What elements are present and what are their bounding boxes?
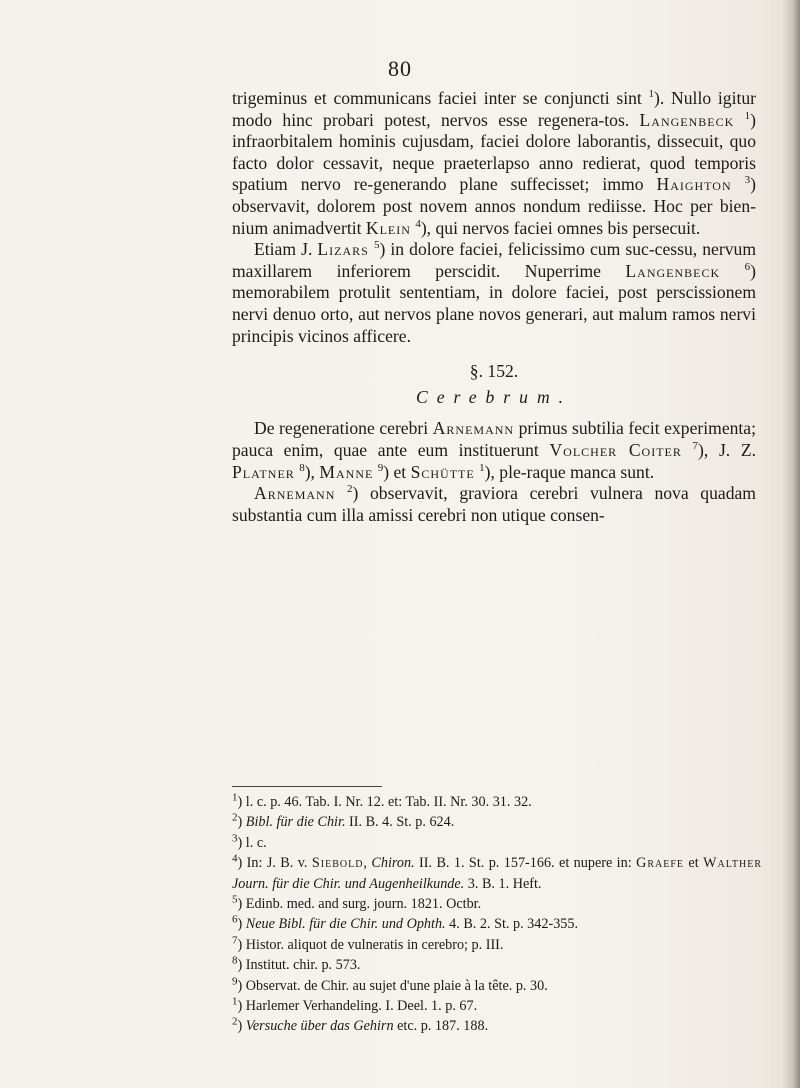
- footnote-ref: 7: [692, 440, 699, 453]
- text-run: ). Nullo igitur modo hinc probari potest, nervos esse regenera-tos.: [232, 88, 756, 130]
- footnote-title: Journ. für die Chir. und Augenheilkunde.: [232, 875, 465, 892]
- footnote-ref: 8: [299, 461, 305, 474]
- text-run: ) in dolore faciei, felicissimo cum suc-cessu, nervum maxillarem inferiorem perscidit. Nuperrime: [232, 239, 757, 281]
- footnote-text: II. B. 1. St. p. 157-166. et nupere in:: [414, 855, 637, 872]
- text-run: ) memorabilem protulit sententiam, in dolore faciei, post perscissionem nervi denuo orto, aut nervos plane novos generari, aut malum ramos nervi principis vicinos afficere.: [232, 260, 756, 346]
- footnote-ref: 5: [373, 239, 380, 252]
- footnote-text: Histor. aliquot de vulneratis in cerebro; p. III.: [245, 936, 504, 953]
- footnote-text: 4. B. 2. St. p. 342-355.: [445, 916, 579, 933]
- footnote-mark: 3: [232, 832, 238, 845]
- footnote: $^1$) l. c. p. 46. Tab. I. Nr. 12. et: Tab. II. Nr. 30. 31. 32.: [232, 791, 532, 810]
- text-run: ) observavit, graviora cerebri vulnera nova quadam substantia cum illa amissi cerebri non utique consen-: [232, 483, 756, 525]
- section-number: §. 152.: [469, 361, 519, 382]
- footnote-text: l. c.: [245, 834, 267, 851]
- footnote: $^9$) Observat. de Chir. au sujet d'une plaie à la tête. p. 30.: [232, 974, 548, 994]
- footnote: $^3$) l. c.: [232, 832, 267, 851]
- footnote-text: l. c. p. 46. Tab. I. Nr. 12. et: Tab. II. Nr. 30. 31. 32.: [245, 794, 532, 810]
- footnote-mark: 6: [232, 913, 238, 926]
- footnote-ref: 1: [744, 109, 751, 122]
- footnote-mark: 1: [232, 995, 238, 1008]
- footnote-text: Edinb. med. and surg. journ. 1821. Octbr.: [245, 896, 482, 913]
- footnote: $^5$) Edinb. med. and surg. journ. 1821. Octbr.: [232, 893, 482, 913]
- footnote-mark: 1: [232, 791, 238, 804]
- footnote-text: Harlemer Verhandeling. I. Deel. 1. p. 67.: [245, 998, 478, 1015]
- footnote: $^7$) Histor. aliquot de vulneratis in cerebro; p. III.: [232, 934, 504, 953]
- author-name: Platner: [232, 461, 295, 482]
- text-run: ) et: [383, 461, 411, 482]
- main-text: [232, 88, 756, 526]
- footnote-ref: 2: [347, 483, 353, 496]
- footnote-ref: 1: [479, 461, 485, 474]
- footnote-ref: 4: [415, 217, 421, 230]
- footnote-text: etc. p. 187. 188.: [393, 1018, 489, 1035]
- footnote-ref: 3: [744, 174, 751, 187]
- paragraph-3: [232, 418, 756, 483]
- text-run: ), J. Z.: [698, 439, 756, 460]
- footnote-text: In: J. B. v.: [246, 855, 312, 872]
- footnote: $^4$) In: J. B. v. Siebold, Chiron. II. B. 1. St. p. 157-166. et nupere in: Graefe et Walther Journ. für die Chir. und Augenheilkunde. 3. B. 1. Heft.: [232, 852, 762, 892]
- footnote: $^8$) Institut. chir. p. 573.: [232, 954, 361, 974]
- text-run: De regeneratione cerebri: [254, 418, 433, 439]
- author-name: Siebold: [311, 855, 364, 872]
- author-name: Haighton: [656, 174, 732, 195]
- text-run: ),: [304, 461, 320, 482]
- text-run: ), qui nervos faciei omnes bis persecuit.: [420, 217, 701, 238]
- text-run: ) observavit, dolorem post novem annos nondum rediisse. Hoc per bien-nium animadvertit: [232, 174, 756, 238]
- footnote-text: et: [684, 855, 704, 872]
- footnote-mark: 8: [232, 954, 238, 967]
- author-name: Walther: [703, 855, 762, 872]
- footnotes: [232, 792, 762, 1037]
- author-name: Klein: [365, 217, 411, 238]
- footnote-rule: [232, 786, 382, 787]
- text-run: primus subtilia fecit experimenta; pauca enim, quae ante eum instituerunt: [232, 418, 757, 460]
- author-name: Volcher Coiter: [549, 439, 682, 460]
- page-number: 80: [388, 56, 412, 81]
- footnote-ref: 6: [744, 260, 751, 273]
- author-name: Lizars: [317, 239, 369, 260]
- footnote-mark: 7: [232, 934, 238, 947]
- footnote-title: Chiron.: [371, 855, 415, 872]
- footnote-mark: 2: [232, 811, 238, 824]
- footnote-mark: 4: [232, 852, 238, 865]
- footnote-mark: 9: [232, 974, 238, 987]
- section-heading: Cerebrum.: [415, 386, 573, 407]
- paragraph-4: [232, 483, 756, 526]
- footnote-ref: 9: [377, 461, 384, 474]
- author-name: Manne: [319, 461, 374, 482]
- text-run: ) infraorbitalem hominis cujusdam, faciei dolore laborantis, dissecuit, quo facto dolor cessavit, neque praeterlapso anno redierat, quod temporis spatium nervo re-generando plane suffecisset; immo: [232, 109, 756, 195]
- author-name: Arnemann: [254, 483, 336, 504]
- author-name: Langenbeck: [639, 109, 735, 130]
- footnote-text: Observat. de Chir. au sujet d'une plaie à la tête. p. 30.: [245, 977, 548, 994]
- footnote: $^2$) Versuche über das Gehirn etc. p. 187. 188.: [232, 1015, 489, 1035]
- text-run: trigeminus et communicans faciei inter se conjuncti sint: [232, 88, 649, 108]
- author-name: Graefe: [636, 855, 684, 872]
- footnote: $^2$) Bibl. für die Chir. II. B. 4. St. p. 624.: [232, 811, 455, 831]
- page-edge-shadow: [782, 0, 800, 1088]
- footnote-mark: 5: [232, 893, 238, 906]
- footnote-mark: 2: [232, 1015, 238, 1028]
- footnote: $^1$) Harlemer Verhandeling. I. Deel. 1. p. 67.: [232, 995, 478, 1015]
- text-run: ), ple-raque manca sunt.: [484, 461, 655, 482]
- footnote-text: 3. B. 1. Heft.: [464, 875, 542, 892]
- text-run: Etiam J.: [254, 239, 318, 260]
- author-name: Arnemann: [432, 418, 515, 439]
- footnote-text: Institut. chir. p. 573.: [245, 957, 361, 974]
- footnote-ref: 1: [648, 88, 655, 101]
- paragraph-2: [232, 239, 756, 347]
- footnote-text: II. B. 4. St. p. 624.: [345, 814, 455, 831]
- footnote: $^6$) Neue Bibl. für die Chir. und Ophth. 4. B. 2. St. p. 342-355.: [232, 913, 579, 933]
- paragraph-1: [232, 88, 756, 239]
- footnote-title: Neue Bibl. für die Chir. und Ophth.: [245, 916, 446, 933]
- author-name: Schütte: [410, 461, 475, 482]
- footnote-text: ,: [363, 855, 372, 872]
- footnote-title: Versuche über das Gehirn: [245, 1018, 394, 1035]
- author-name: Langenbeck: [625, 260, 721, 281]
- footnote-title: Bibl. für die Chir.: [245, 814, 346, 831]
